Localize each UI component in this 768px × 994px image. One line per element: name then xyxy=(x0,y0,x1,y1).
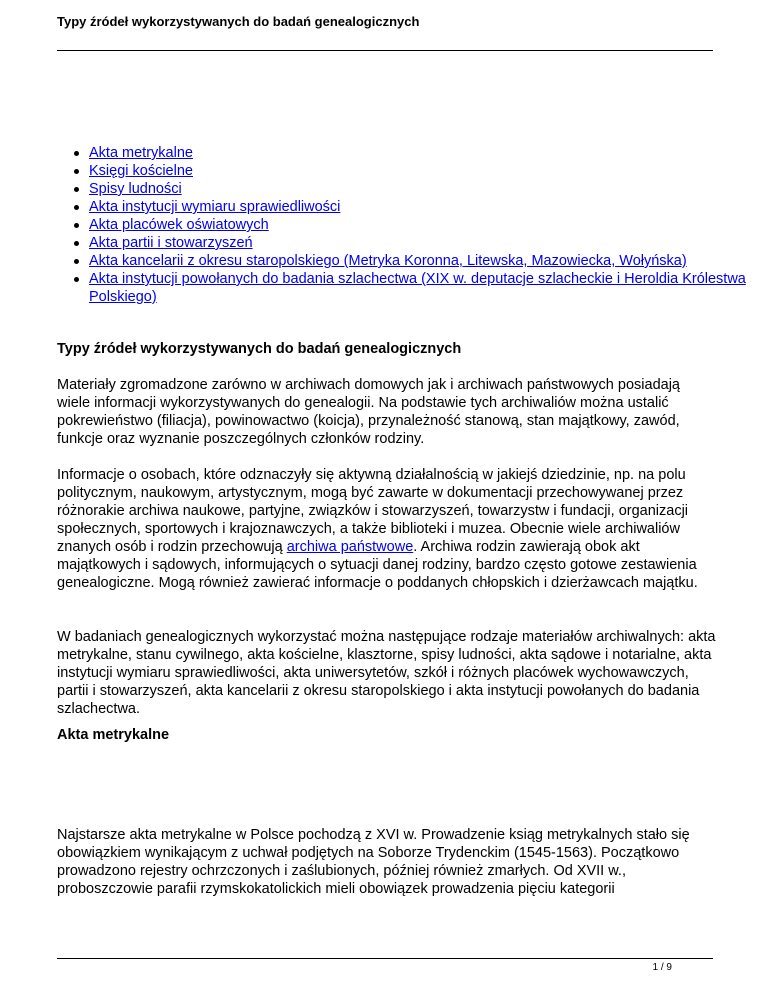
paragraph-intro: Materiały zgromadzone zarówno w archiwach domowych jak i archiwach państwowych posiadają wiele informacji wykorzystywanych do genealogii. Na podstawie tych archiwaliów można ustalić pokrewieństwo (filiacja), powinowactwo (koicja), przynależność stanową, stan majątkowy, zawód, funkcje oraz wyznanie poszczególnych członków rodziny. xyxy=(57,377,680,447)
paragraph-informacje xyxy=(57,466,717,592)
toc-item xyxy=(89,234,749,252)
page-header-title: Typy źródeł wykorzystywanych do badań genealogicznych xyxy=(57,14,420,29)
toc-link-akta-metrykalne[interactable]: Akta metrykalne xyxy=(89,145,193,161)
paragraph-text: Informacje o osobach, które odznaczyły się aktywną działalnością w jakiejś dziedzinie, np. na polu politycznym, naukowym, artystycznym, mogą być zawarte w dokumentacji przechowywanej przez różnorakie archiwa naukowe, partyjne, związków i stowarzyszeń, towarzystw i fundacji, organizacji społecznych, sportowych i krajoznawczych, a także biblioteki i muzea. Obecnie wiele archiwaliów znanych osób i rodzin przechowują xyxy=(57,467,689,555)
table-of-contents xyxy=(57,144,749,306)
toc-link-akta-placowek-oswiatowych[interactable]: Akta placówek oświatowych xyxy=(89,217,269,233)
toc-link-spisy-ludnosci[interactable]: Spisy ludności xyxy=(89,181,182,197)
paragraph-rodzaje-materialow: W badaniach genealogicznych wykorzystać można następujące rodzaje materiałów archiwalnych: akta metrykalne, stanu cywilnego, akta kościelne, klasztorne, spisy ludności, akta sądowe i notarialne, akta instytucji wymiaru sprawiedliwości, akta uniwersytetów, szkół i różnych placówek wychowawczych, partii i stowarzyszeń, akta kancelarii z okresu staropolskiego i akta instytucji powołanych do badania szlachectwa. xyxy=(57,629,716,717)
toc-item xyxy=(89,270,749,306)
paragraph-akta-metrykalne: Najstarsze akta metrykalne w Polsce pochodzą z XVI w. Prowadzenie ksiąg metrykalnych stało się obowiązkiem wynikającym z uchwał podjętych na Soborze Trydenckim (1545-1563). Początkowo prowadzono rejestry ochrzczonych i zaślubionych, później również zmarłych. Od XVII w., proboszczowie parafii rzymskokatolickich mieli obowiązek prowadzenia pięciu kategorii xyxy=(57,827,690,897)
toc-item xyxy=(89,162,749,180)
archiwa-panstwowe-link[interactable]: archiwa państwowe xyxy=(286,539,414,555)
toc-link-akta-kancelarii[interactable]: Akta kancelarii z okresu staropolskiego (Metryka Koronna, Litewska, Mazowiecka, Wołyńska) xyxy=(89,253,687,269)
toc-link-akta-partii[interactable]: Akta partii i stowarzyszeń xyxy=(89,235,253,251)
toc-item xyxy=(89,216,749,234)
header-divider xyxy=(57,50,713,51)
section-heading-akta-metrykalne: Akta metrykalne xyxy=(57,727,170,743)
section-heading-typy-zrodel: Typy źródeł wykorzystywanych do badań genealogicznych xyxy=(57,341,462,357)
toc-item xyxy=(89,144,749,162)
toc-link-akta-wymiaru-sprawiedliwosci[interactable]: Akta instytucji wymiaru sprawiedliwości xyxy=(89,199,341,215)
page-number: 1 / 9 xyxy=(652,962,672,973)
paragraph-text: . Archiwa rodzin zawierają obok akt majątkowych i sądowych, informujących o sytuacji danej rodziny, bardzo często gotowe zestawienia genealogiczne. Mogą również zawierać informacje o poddanych chłopskich i dzierżawcach majątku. xyxy=(57,539,698,591)
toc-item xyxy=(89,198,749,216)
toc-link-ksiegi-koscielne[interactable]: Księgi kościelne xyxy=(89,163,193,179)
toc-item xyxy=(89,252,749,270)
toc-link-akta-szlachectwa[interactable]: Akta instytucji powołanych do badania szlachectwa (XIX w. deputacje szlacheckie i Heroldia Królestwa Polskiego) xyxy=(89,271,746,305)
footer-divider xyxy=(57,958,713,959)
toc-item xyxy=(89,180,749,198)
